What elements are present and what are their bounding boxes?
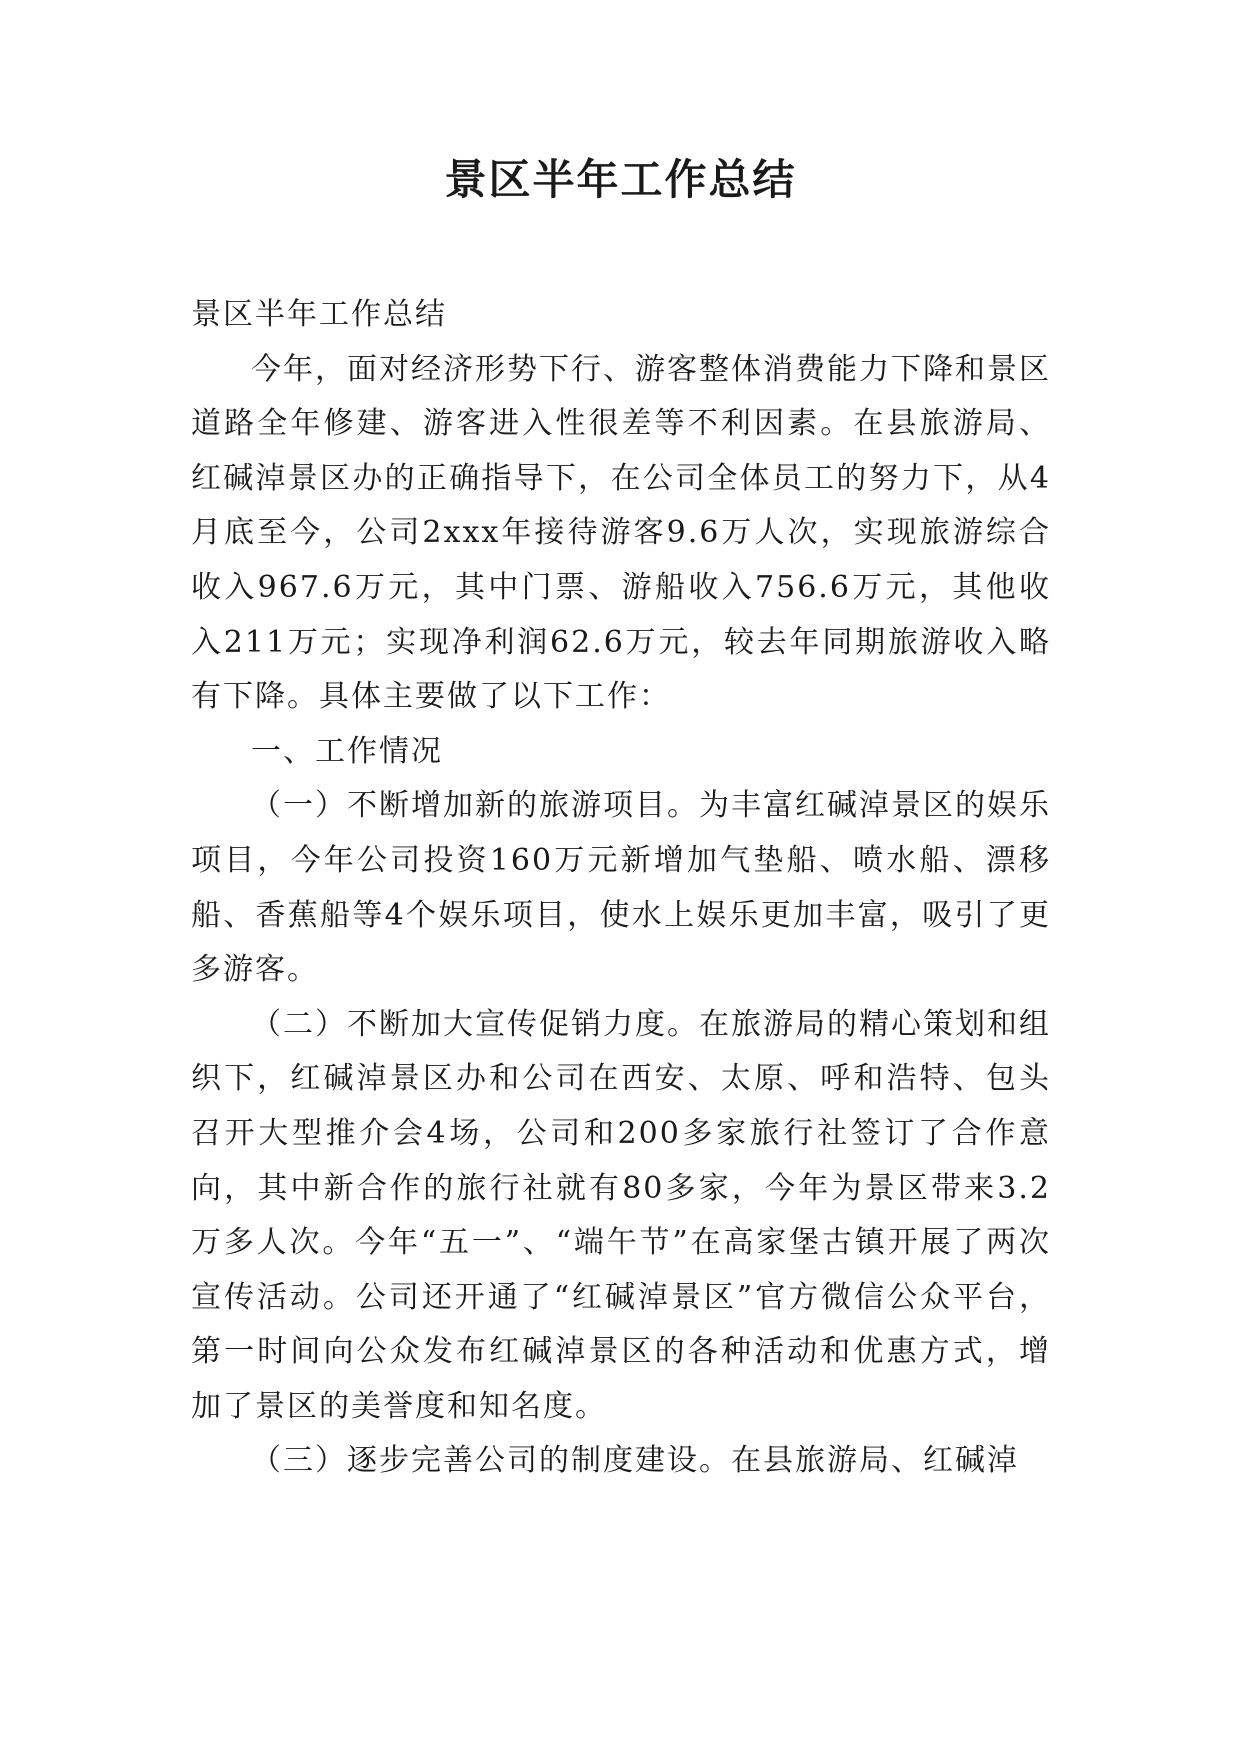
body-heading: 景区半年工作总结 [191,297,447,332]
section-heading-work-situation: 一、工作情况 [251,733,443,769]
paragraph-new-projects: （一）不断增加新的旅游项目。为丰富红碱淖景区的娱乐项目，今年公司投资160万元新增加气垫船、喷水船、漂移船、香蕉船等4个娱乐项目，使水上娱乐更加丰富，吸引了更多游客。 [191,788,1051,988]
paragraph-promotion: （二）不断加大宣传促销力度。在旅游局的精心策划和组织下，红碱淖景区办和公司在西安、太原、呼和浩特、包头召开大型推介会4场，公司和200多家旅行社签订了合作意向，其中新合作的旅行社就有80多家，今年为景区带来3.2万多人次。今年“五一”、“端午节”在高家堡古镇开展了两次宣传活动。公司还开通了“红碱淖景区”官方微信公众平台，第一时间向公众发布红碱淖景区的各种活动和优惠方式，增加了景区的美誉度和知名度。 [191,1006,1051,1424]
intro-paragraph: 今年，面对经济形势下行、游客整体消费能力下降和景区道路全年修建、游客进入性很差等不利因素。在县旅游局、红碱淖景区办的正确指导下，在公司全体员工的努力下，从4月底至今，公司2xxx年接待游客9.6万人次，实现旅游综合收入967.6万元，其中门票、游船收入756.6万元，其他收入211万元；实现净利润62.6万元，较去年同期旅游收入略有下降。具体主要做了以下工作： [191,351,1051,715]
document-body [191,288,1051,1489]
paragraph-system-building: （三）逐步完善公司的制度建设。在县旅游局、红碱淖 [251,1443,1019,1479]
page-title: 景区半年工作总结 [444,155,797,204]
